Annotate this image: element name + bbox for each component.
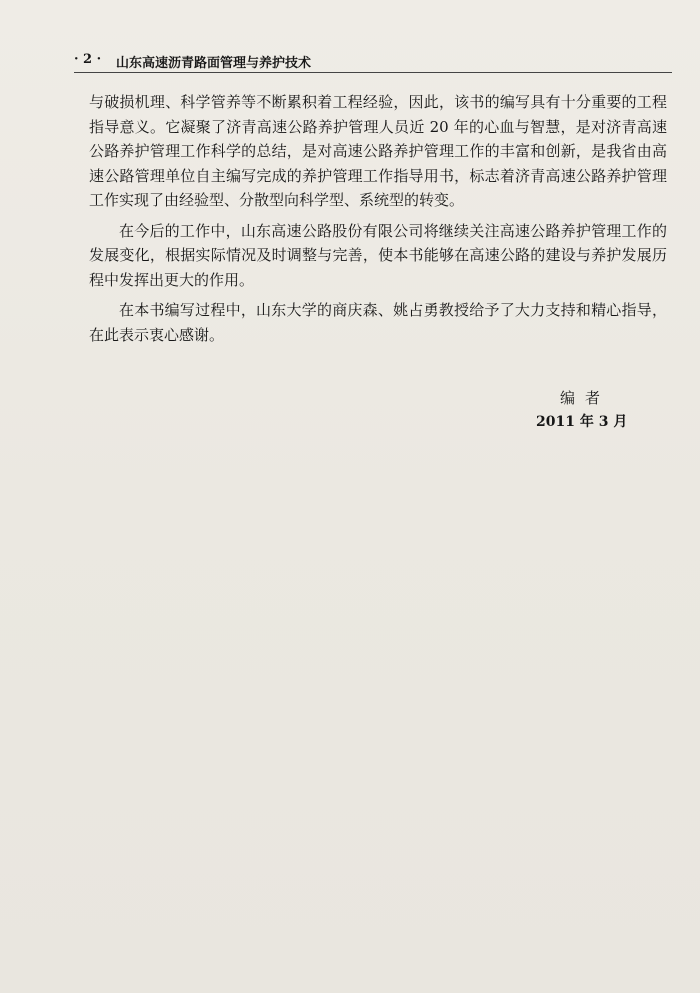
- author-signature: 编者: [560, 389, 611, 407]
- signature-date: 2011 年 3 月: [536, 414, 628, 430]
- paragraph: 在今后的工作中，山东高速公路股份有限公司将继续关注高速公路养护管理工作的发展变化，根据实际情况及时调整与完善，使本书能够在高速公路的建设与养护发展历程中发挥出更大的作用。: [89, 221, 667, 289]
- body-text: [89, 90, 667, 353]
- running-title: 山东高速沥青路面管理与养护技术: [116, 56, 312, 71]
- paragraph: 与破损机理、科学管养等不断累积着工程经验，因此，该书的编写具有十分重要的工程指导意义。它凝聚了济青高速公路养护管理人员近 20 年的心血与智慧，是对济青高速公路养护管理工作科学的总结，是对高速公路养护管理工作的丰富和创新，是我省由高速公路管理单位自主编写完成的养护管理工作指导用书，标志着济青高速公路养护管理工作实现了由经验型、分散型向科学型、系统型的转变。: [89, 93, 667, 209]
- page-number: · 2 ·: [74, 52, 102, 67]
- header-rule: [74, 72, 672, 73]
- page-header: [74, 50, 674, 72]
- paragraph: 在本书编写过程中，山东大学的商庆森、姚占勇教授给予了大力支持和精心指导，在此表示衷心感谢。: [89, 301, 667, 344]
